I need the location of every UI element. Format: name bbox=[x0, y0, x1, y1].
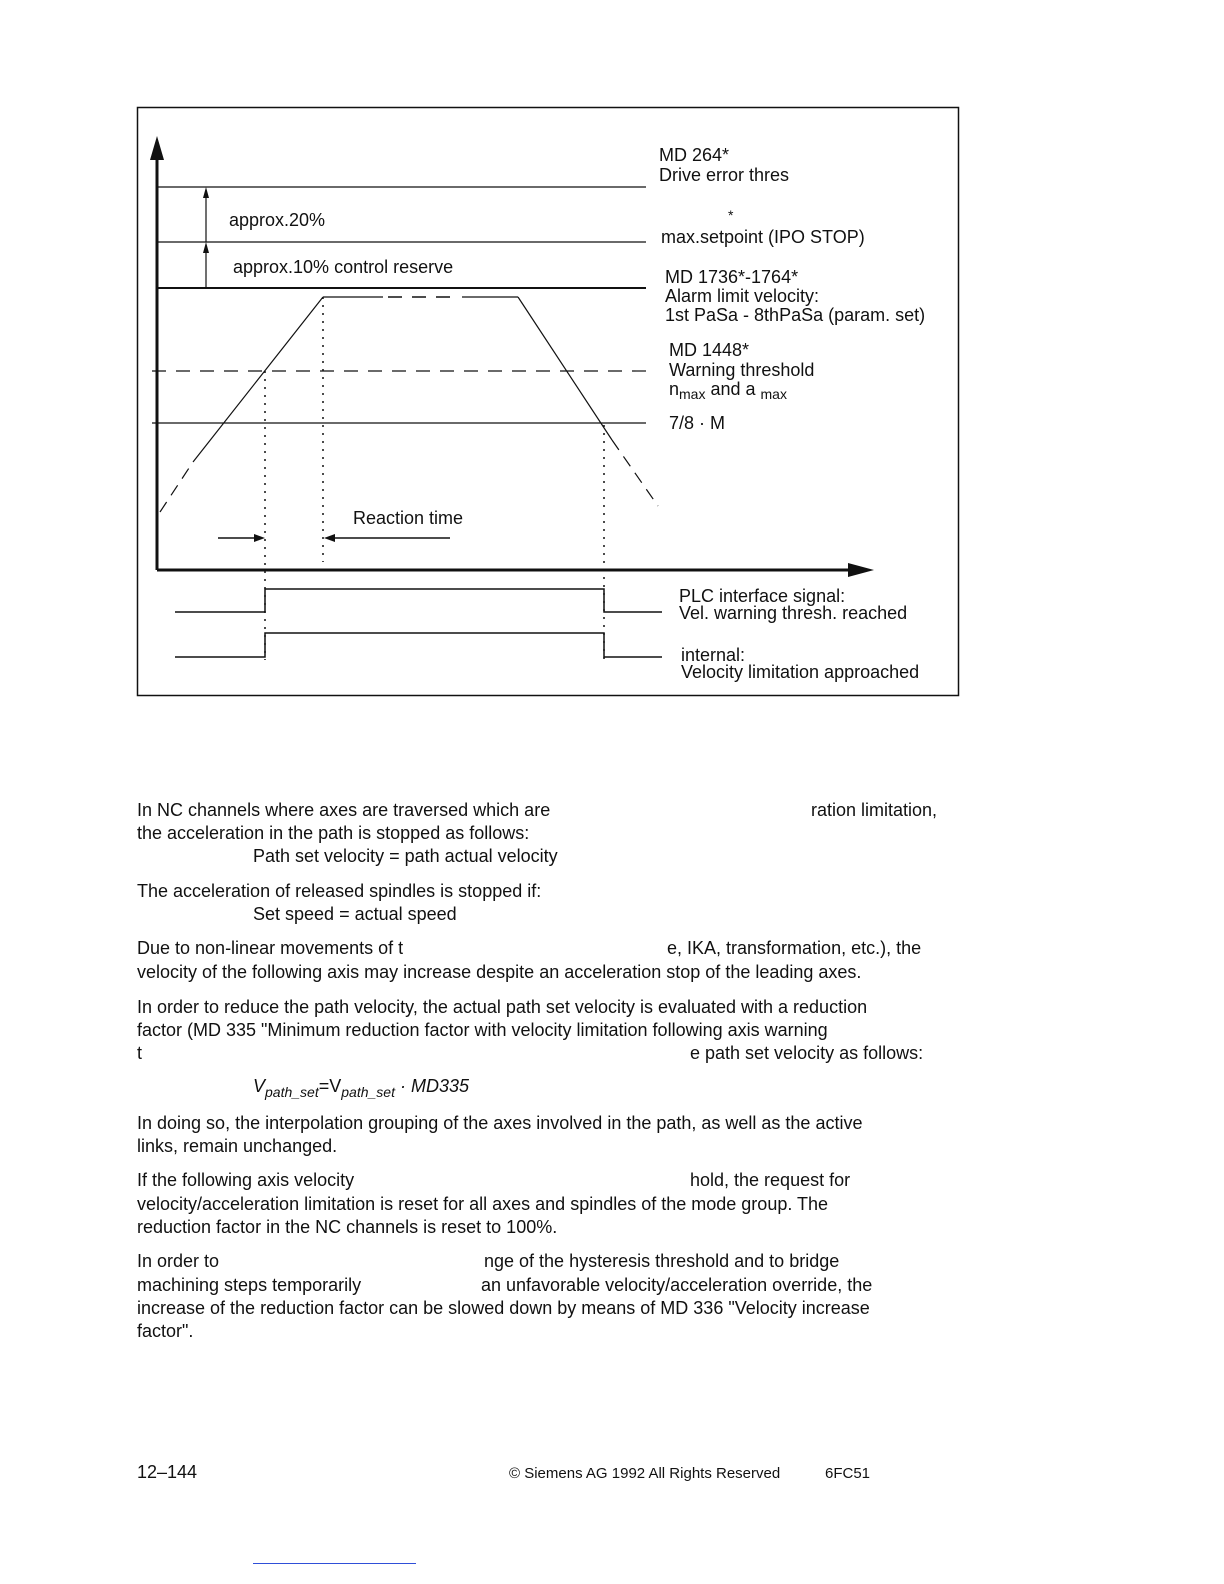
p1-line1-right: ration limitation, bbox=[811, 800, 938, 820]
plc-signal-label: PLC interface signal: bbox=[679, 586, 846, 606]
plc-signal-pulse bbox=[175, 589, 662, 612]
velocity-ramp-down-dashed bbox=[612, 440, 658, 506]
approx20-arrowhead bbox=[203, 187, 209, 198]
p6-line1-right: hold, the request for bbox=[690, 1170, 851, 1190]
p4-line2: factor (MD 335 "Minimum reduction factor with velocity limitation following axis warning bbox=[137, 1020, 828, 1040]
warning-threshold-label: Warning threshold bbox=[669, 360, 815, 380]
max-subscript-n: max bbox=[679, 386, 706, 402]
md1736-label: MD 1736*-1764* bbox=[665, 267, 799, 287]
p3-line1-left: Due to non-linear movements of t bbox=[137, 938, 404, 958]
nmax-amax-label bbox=[669, 379, 787, 404]
p3-line1-right: e, IKA, transformation, etc.), the bbox=[667, 938, 922, 958]
copyright: © Siemens AG 1992 All Rights Reserved bbox=[509, 1465, 781, 1482]
p6-line3: reduction factor in the NC channels is reset to 100%. bbox=[137, 1217, 558, 1237]
alarm-limit-label: Alarm limit velocity: bbox=[665, 286, 820, 306]
pasa-label: 1st PaSa - 8thPaSa (param. set) bbox=[665, 305, 926, 325]
formula-v1: V bbox=[253, 1076, 266, 1096]
p2-line1: The acceleration of released spindles is stopped if: bbox=[137, 881, 542, 901]
vel-limitation-label: Velocity limitation approached bbox=[681, 662, 920, 682]
star-label: * bbox=[728, 207, 734, 223]
p6-line1-left: If the following axis velocity bbox=[137, 1170, 355, 1190]
max-setpoint-label: max.setpoint (IPO STOP) bbox=[661, 227, 865, 247]
p1-indent: Path set velocity = path actual velocity bbox=[253, 846, 558, 866]
p7-line1-left: In order to bbox=[137, 1251, 220, 1271]
md1448-label: MD 1448* bbox=[669, 340, 750, 360]
internal-signal-pulse bbox=[175, 633, 662, 657]
velocity-limitation-diagram bbox=[0, 0, 1224, 720]
velocity-ramp-down bbox=[518, 297, 612, 440]
max-subscript-a: max bbox=[760, 386, 787, 402]
drive-error-label: Drive error thres bbox=[659, 165, 790, 185]
p7-line3: increase of the reduction factor can be slowed down by means of MD 336 "Velocity increase bbox=[137, 1298, 870, 1318]
approx20-label: approx.20% bbox=[229, 210, 326, 230]
vel-warning-label: Vel. warning thresh. reached bbox=[679, 603, 908, 623]
p7-line2-left: machining steps temporarily bbox=[137, 1275, 362, 1295]
p5-line2: links, remain unchanged. bbox=[137, 1136, 338, 1156]
formula-tail: · MD335 bbox=[394, 1076, 470, 1096]
velocity-formula bbox=[253, 1076, 469, 1100]
p1-line2: the acceleration in the path is stopped as follows: bbox=[137, 823, 530, 843]
reaction-time-arrowhead-right bbox=[324, 534, 335, 542]
p7-line1-right: nge of the hysteresis threshold and to bridge bbox=[484, 1251, 840, 1271]
internal-label: internal: bbox=[681, 645, 746, 665]
velocity-ramp-up-dashed bbox=[160, 462, 193, 512]
approx10-label: approx.10% control reserve bbox=[233, 257, 454, 277]
approx10-arrowhead bbox=[203, 242, 209, 253]
p7-line2-right: an unfavorable velocity/acceleration override, the bbox=[481, 1275, 873, 1295]
n-symbol: n bbox=[669, 379, 680, 399]
p5-line1: In doing so, the interpolation grouping of the axes involved in the path, as well as the active bbox=[137, 1113, 863, 1133]
p4-line3-right: e path set velocity as follows: bbox=[690, 1043, 924, 1063]
formula-eq: =V bbox=[318, 1076, 342, 1096]
formula-sub1: path_set bbox=[265, 1084, 319, 1100]
and-a-text: and a bbox=[705, 379, 761, 399]
p6-line2: velocity/acceleration limitation is reset for all axes and spindles of the mode group. The bbox=[137, 1194, 829, 1214]
y-axis-arrowhead bbox=[150, 136, 164, 160]
p7-line4: factor". bbox=[137, 1321, 194, 1341]
p2-indent: Set speed = actual speed bbox=[253, 904, 457, 924]
p1-line1-left: In NC channels where axes are traversed which are bbox=[137, 800, 551, 820]
md264-label: MD 264* bbox=[659, 145, 730, 165]
p4-line3-left: t bbox=[137, 1043, 143, 1063]
formula-sub2: path_set bbox=[341, 1084, 395, 1100]
p4-line1: In order to reduce the path velocity, the actual path set velocity is evaluated with a reduction bbox=[137, 997, 868, 1017]
reaction-time-label: Reaction time bbox=[353, 508, 464, 528]
x-axis-arrowhead bbox=[848, 563, 874, 577]
velocity-ramp-up bbox=[193, 297, 323, 462]
doc-code: 6FC51 bbox=[825, 1465, 871, 1482]
footer-link-rule bbox=[253, 1563, 416, 1564]
p3-line2: velocity of the following axis may increase despite an acceleration stop of the leading axes. bbox=[137, 962, 862, 982]
page-number: 12–144 bbox=[137, 1462, 198, 1482]
reaction-time-arrowhead-left bbox=[254, 534, 265, 542]
seven-eighths-label: 7/8 · M bbox=[669, 413, 726, 433]
